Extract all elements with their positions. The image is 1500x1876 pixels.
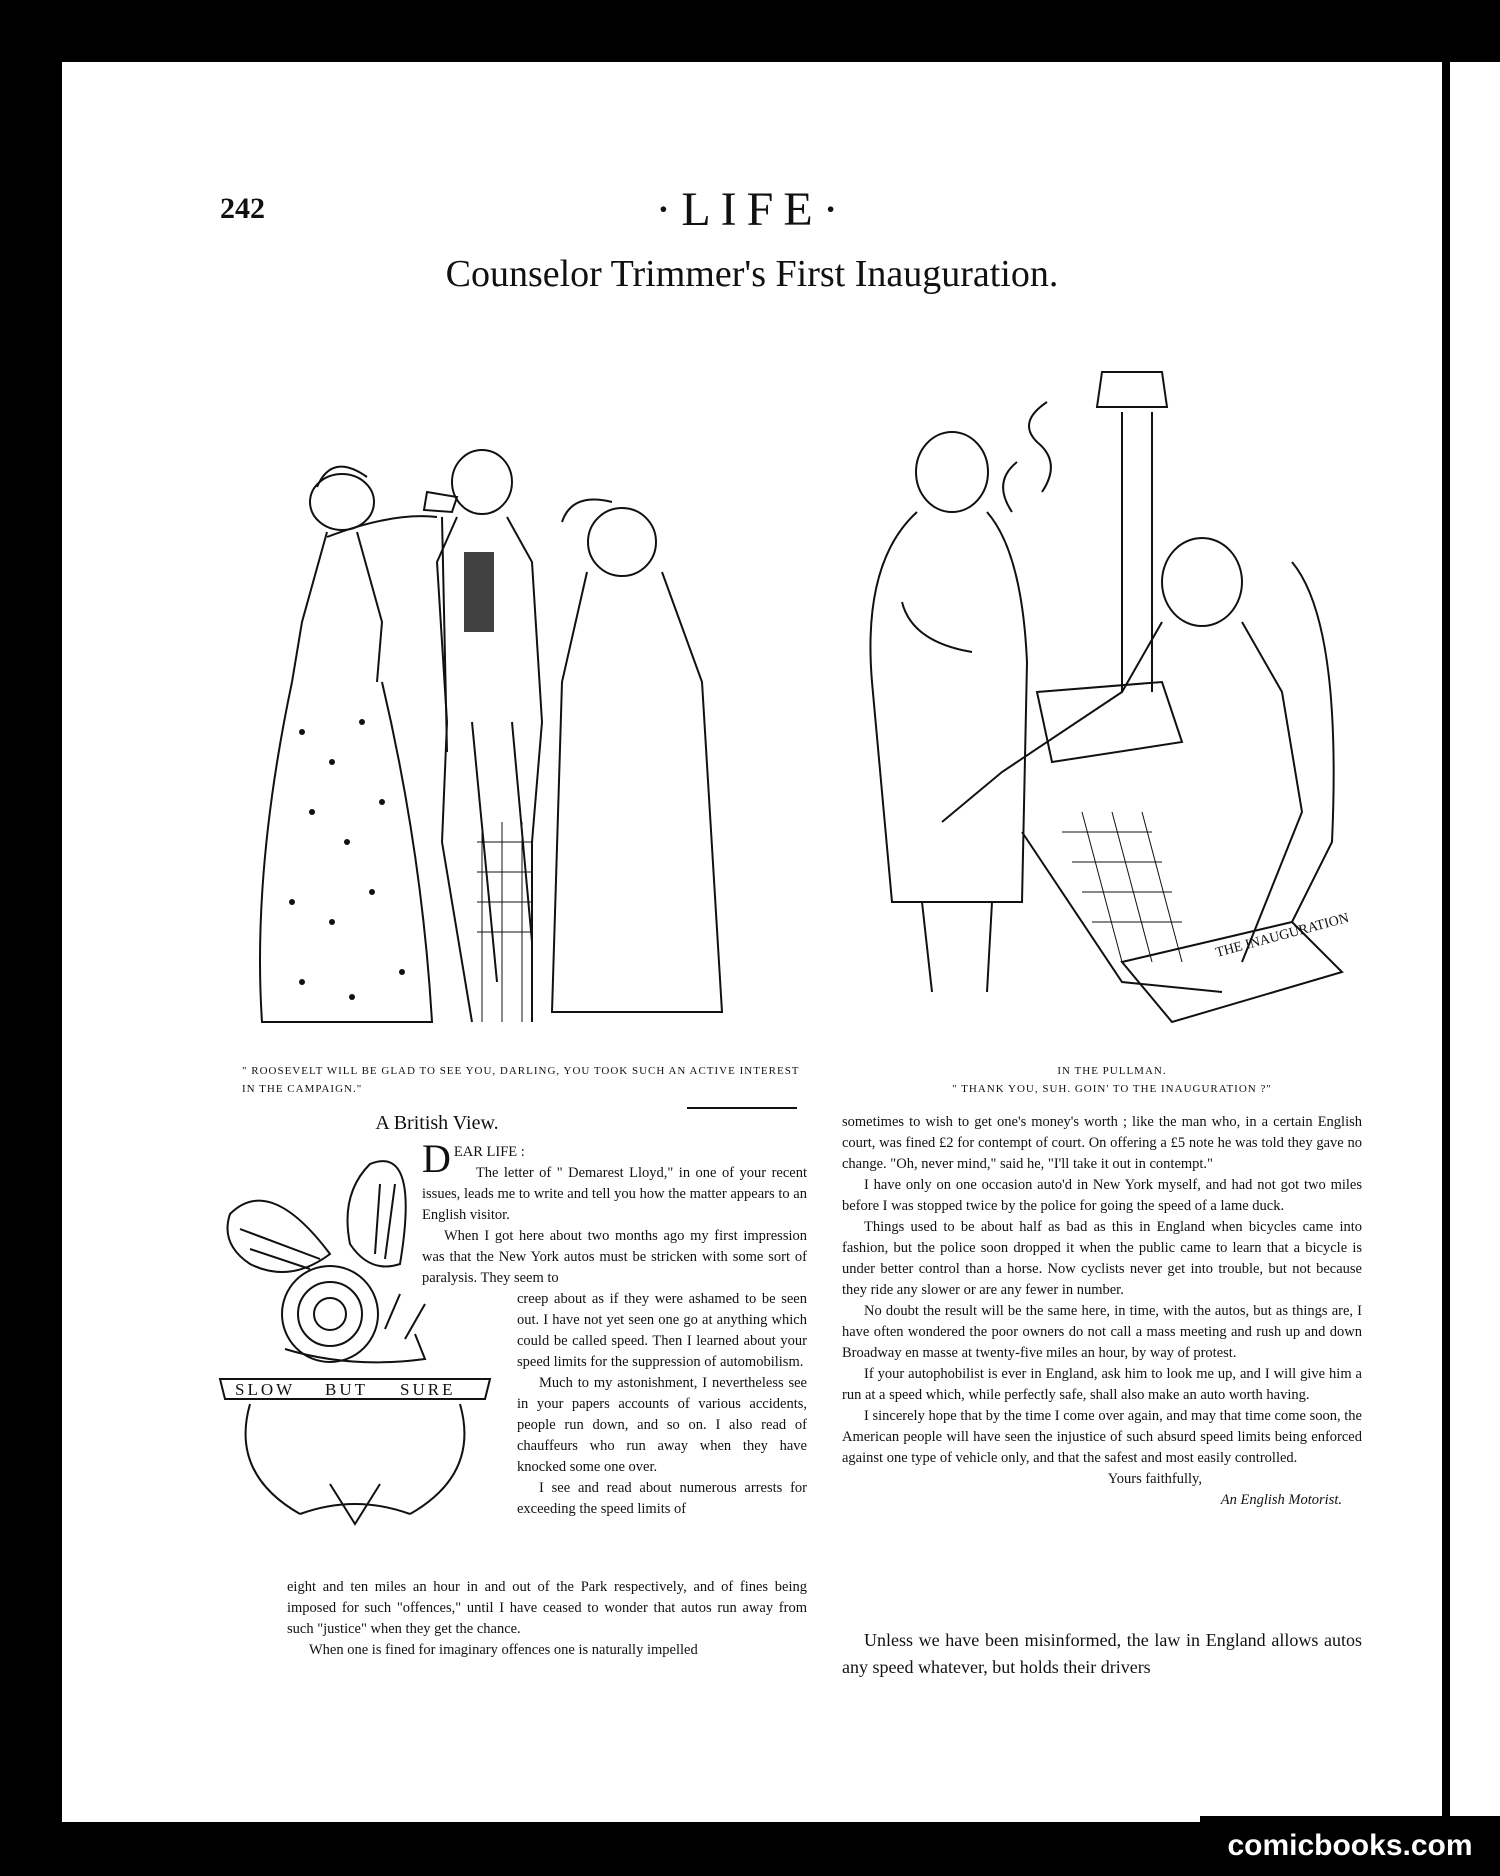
letter-closing: Yours faithfully,	[1107, 1471, 1202, 1487]
paragraph: The letter of " Demarest Lloyd," in one of your recent issues, leads me to write and tell you how the matter appears to an English visitor.	[422, 1165, 807, 1223]
emblem-word-but: BUT	[325, 1380, 368, 1399]
paragraph: If your autophobilist is ever in England, ask him to look me up, and I will give him a run at a speed which, while perfectly safe, shall also make an auto worth having.	[842, 1366, 1362, 1403]
editorial-note: Unless we have been misinformed, the law in England allows autos any speed whatever, but holds their drivers	[842, 1630, 1362, 1677]
letter-column-2	[842, 1112, 1362, 1511]
headline: Counselor Trimmer's First Inauguration.	[445, 253, 1059, 295]
drop-cap: D	[422, 1136, 451, 1181]
paragraph: I sincerely hope that by the time I come over again, and may that time come soon, the American people will have seen the injustice of such absurd speed limits being enforced against one type of vehicle only, and that the safest and most easily controlled.	[842, 1408, 1362, 1466]
caption-right-text: " THANK YOU, SUH. GOIN' TO THE INAUGURATION ?"	[952, 1083, 1272, 1095]
caption-right	[842, 1062, 1382, 1098]
paragraph: Much to my astonishment, I nevertheless see in your papers accounts of various accidents, people run down, and so on. I also read of chauffeurs who run away when they have knocked some one over.	[517, 1375, 807, 1475]
masthead: ·LIFE·	[655, 183, 849, 236]
illustration-pullman	[822, 362, 1392, 1062]
letter-column-1-top	[422, 1136, 807, 1289]
paragraph: eight and ten miles an hour in and out of the Park respectively, and of fines being imposed for such "offences," until I have ceased to wonder that autos run away from such "justice" when they get the chance.	[287, 1579, 807, 1637]
paragraph: Things used to be about half as bad as this in England when bicycles came into fashion, but the police soon dropped it when the public came to learn that a bicycle is under better control than a horse. Now cyclists never get into trouble, but not because they ride any slower or are any fewer in number.	[842, 1219, 1362, 1298]
letter-signature: An English Motorist.	[1220, 1492, 1342, 1508]
adjacent-page-edge	[1450, 62, 1500, 1822]
emblem-word-slow: SLOW	[235, 1380, 296, 1399]
paragraph: I have only on one occasion auto'd in New York myself, and had not got two miles before I was stopped twice by the police for going the speed of a lame duck.	[842, 1177, 1362, 1214]
newspaper-label: THE INAUGURATION	[1214, 910, 1351, 961]
caption-right-title: IN THE PULLMAN.	[1057, 1065, 1167, 1077]
paragraph: No doubt the result will be the same here, in time, with the autos, but as things are, I have often wondered the poor owners do not call a mass meeting and rush up and down Broadway en masse at twenty-five miles an hour, by way of protest.	[842, 1303, 1362, 1361]
magazine-page	[62, 62, 1442, 1822]
emblem-word-sure: SURE	[400, 1380, 456, 1399]
paragraph: creep about as if they were ashamed to be seen out. I have not yet seen one go at anything which could be called speed. Then I learned about your speed limits for the suppression of automobilism.	[517, 1291, 807, 1370]
paragraph: When I got here about two months ago my first impression was that the New York autos must be stricken with some sort of paralysis. They seem to	[422, 1228, 807, 1286]
illustration-rosette	[232, 422, 742, 1042]
salutation-rest: EAR LIFE :	[453, 1144, 525, 1160]
letter-column-1-bottom	[287, 1577, 807, 1661]
paragraph: When one is fined for imaginary offences one is naturally impelled	[309, 1642, 698, 1658]
paragraph: sometimes to wish to get one's money's worth ; like the man who, in a certain English court, was fined £2 for contempt of court. On offering a £5 note he was told they gave no change. "Oh, never mind," said he, "I'll take it out in contempt."	[842, 1114, 1362, 1172]
divider-rule	[687, 1107, 797, 1109]
salutation	[422, 1136, 807, 1181]
letter-column-1-narrow	[517, 1289, 807, 1520]
page-number: 242	[220, 192, 265, 225]
watermark: comicbooks.com	[1200, 1816, 1500, 1876]
paragraph: I see and read about numerous arrests for exceeding the speed limits of	[517, 1480, 807, 1517]
article-title: A British View.	[375, 1112, 499, 1134]
caption-left: " ROOSEVELT WILL BE GLAD TO SEE YOU, DARLING, YOU TOOK SUCH AN ACTIVE INTEREST IN THE CAMPAIGN."	[242, 1065, 800, 1095]
